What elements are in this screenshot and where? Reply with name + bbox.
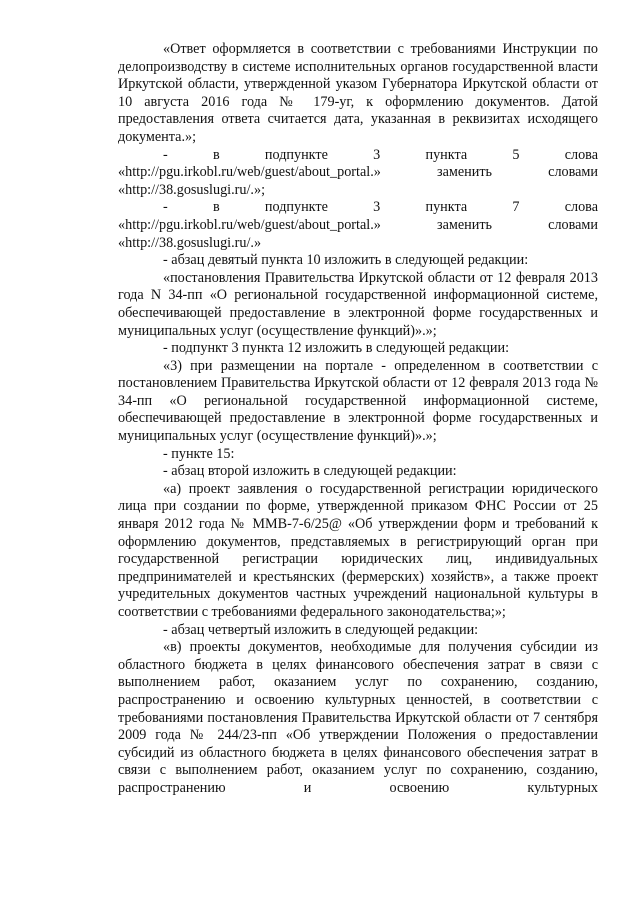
paragraph: - абзац второй изложить в следующей редакции:	[163, 463, 457, 480]
paragraph: - в подпункте 3 пункта 7 слова «http://pgu.irkobl.ru/web/guest/about_portal.» заменить словами «http://38.gosuslugi.ru/.»	[118, 199, 598, 251]
paragraph: - подпункт 3 пункта 12 изложить в следующей редакции:	[163, 340, 510, 357]
paragraph: «в) проекты документов, необходимые для получения субсидии из областного бюджета в целях финансового обеспечения затрат в связи с выполнением работ, оказанием услуг по сохранению, созданию, распространению и освоению культурных ценностей, в соответствии с требованиями постановления Правительства Иркутской области от 7 сентября 2009 года № 244/23-пп «Об утверждении Положения о предоставлении субсидий из областного бюджета в целях финансового обеспечения затрат в связи с выполнением работ, оказанием услуг по сохранению, созданию, распространению и освоению культурных	[118, 639, 598, 796]
paragraph: «а) проект заявления о государственной регистрации юридического лица при создании по форме, утвержденной приказом ФНС России от 25 января 2012 года № ММВ-7-6/25@ «Об утверждении форм и требований к оформлению документов, представляемых в регистрирующий орган при государственной регистрации юридических лиц, индивидуальных предпринимателей и крестьянских (фермерских) хозяйств», а также проект учредительных документов частных учреждений национальной культуры в соответствии с требованиями федерального законодательства;»;	[118, 480, 598, 620]
document-body	[118, 41, 598, 798]
paragraph: - абзац девятый пункта 10 изложить в следующей редакции:	[163, 252, 529, 269]
paragraph: - пункте 15:	[163, 445, 235, 462]
paragraph: - в подпункте 3 пункта 5 слова «http://pgu.irkobl.ru/web/guest/about_portal.» заменить словами «http://38.gosuslugi.ru/.»;	[118, 146, 598, 198]
paragraph: «Ответ оформляется в соответствии с требованиями Инструкции по делопроизводству в системе исполнительных органов государственной власти Иркутской области, утвержденной указом Губернатора Иркутской области от 10 августа 2016 года № 179-уг, к оформлению документов. Датой предоставления ответа считается дата, указанная в реквизитах исходящего документа.»;	[118, 41, 598, 145]
paragraph: - абзац четвертый изложить в следующей редакции:	[163, 621, 479, 638]
paragraph: «3) при размещении на портале - определенном в соответствии с постановлением Правительства Иркутской области от 12 февраля 2013 года № 34-пп «О региональной государственной информационной системе, обеспечивающей предоставление в электронной форме государственных и муниципальных услуг (осуществление функций)».»;	[118, 357, 598, 445]
paragraph: «постановления Правительства Иркутской области от 12 февраля 2013 года N 34-пп «О региональной государственной информационной системе, обеспечивающей предоставление в электронной форме государственных и муниципальных услуг (осуществление функций)».»;	[118, 269, 598, 339]
